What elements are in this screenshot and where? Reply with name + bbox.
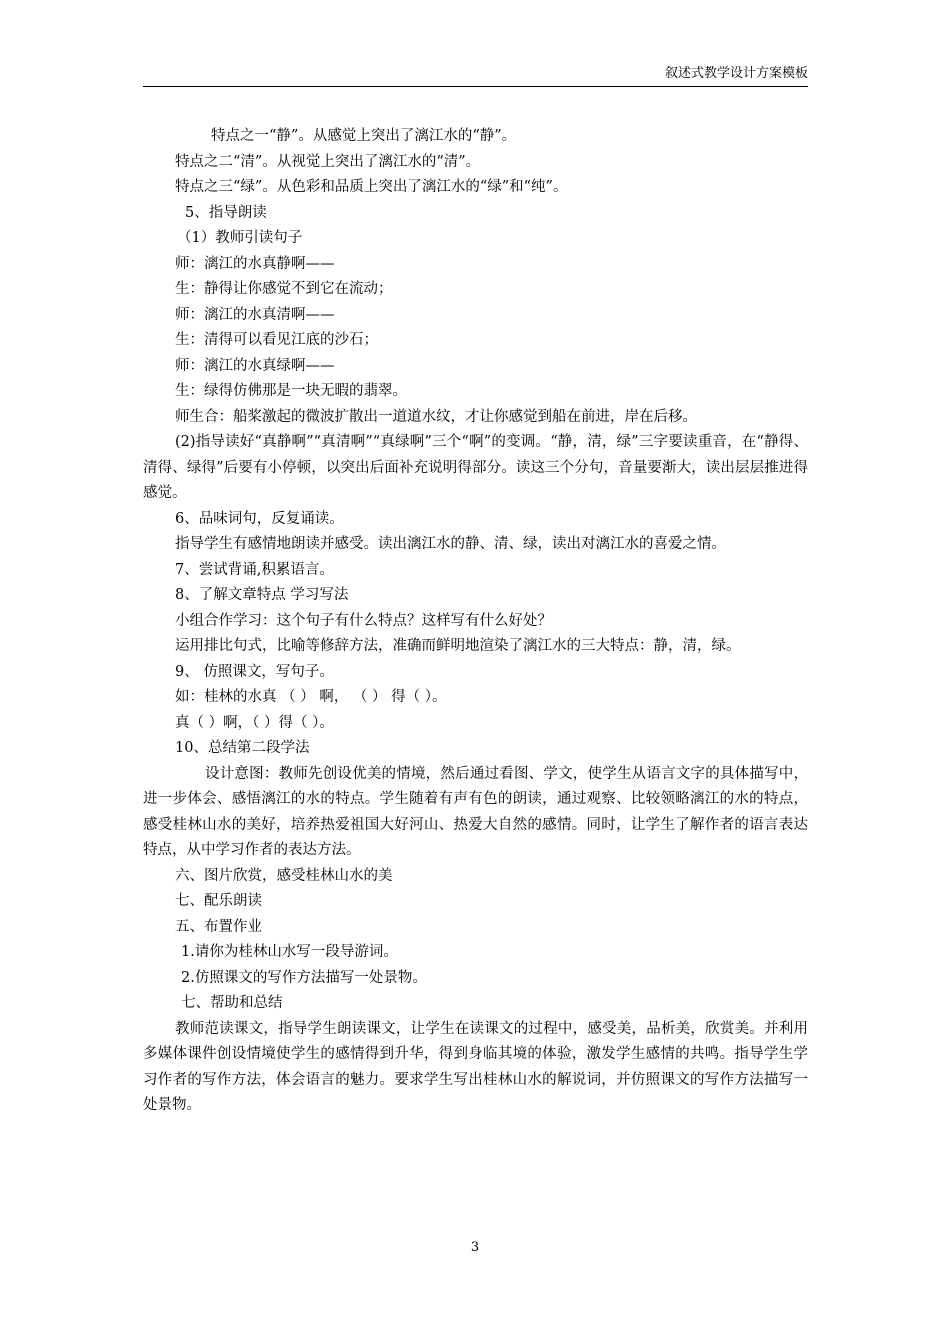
paragraph-line: 运用排比句式，比喻等修辞方法，准确而鲜明地渲染了漓江水的三大特点：静，清，绿。	[175, 638, 741, 654]
paragraph-line: 6、品味词句，反复诵读。	[175, 510, 344, 527]
paragraph-line: 如：桂林的水真 （ ） 啊， （ ） 得（ ）。	[175, 689, 447, 705]
paragraph-line: 教师范读课文，指导学生朗读课文，让学生在读课文的过程中，感受美，品析美，欣赏美。并利用多媒体课件创设情境使学生的感情得到升华，得到身临其境的体验，激发学生感情的共鸣。指导学生学习作者的写作方法，体会语言的魅力。要求学生写出桂林山水的解说词，并仿照课文的写作方法描写一处景物。	[143, 1020, 808, 1113]
paragraph-line: 7、尝试背诵,积累语言。	[175, 561, 334, 578]
page-header	[143, 66, 808, 87]
paragraph-line: 8、了解文章特点 学习写法	[175, 587, 349, 603]
page-number: 3	[470, 1240, 480, 1255]
paragraph-line: 师：漓江的水真清啊——	[175, 306, 335, 323]
paragraph-line: 2.仿照课文的写作方法描写一处景物。	[181, 969, 427, 986]
paragraph-line: 五、布置作业	[175, 918, 262, 935]
header-title: 叙述式教学设计方案模板	[664, 66, 808, 81]
paragraph-line: 指导学生有感情地朗读并感受。读出漓江水的静、清、绿，读出对漓江水的喜爱之情。	[175, 536, 726, 552]
paragraph-line: 师生合：船桨激起的微波扩散出一道道水纹，才让你感觉到船在前进，岸在后移。	[175, 408, 697, 425]
paragraph-line: 9、 仿照课文，写句子。	[175, 663, 334, 680]
paragraph-line: 师：漓江的水真绿啊——	[175, 357, 335, 374]
paragraph-line: 1.请你为桂林山水写一段导游词。	[181, 944, 398, 960]
paragraph-line: 生：绿得仿佛那是一块无暇的翡翠。	[175, 383, 407, 399]
paragraph-line: (2)指导读好“真静啊”“真清啊”“真绿啊”三个“啊”的变调。“静，清，绿”三字要读重音，在“静得、清得、绿得”后要有小停顿，以突出后面补充说明得部分。读这三个分句，音量要渐大，读出层层推进得感觉。	[143, 434, 808, 501]
paragraph-line: （1）教师引读句子	[177, 230, 303, 246]
paragraph-line: 设计意图：教师先创设优美的情境，然后通过看图、学文，使学生从语言文字的具体描写中，进一步体会、感悟漓江的水的特点。学生随着有声有色的朗读，通过观察、比较领略漓江的水的特点，感受桂林山水的美好，培养热爱祖国大好河山、热爱大自然的感情。同时，让学生了解作者的语言表达特点，从中学习作者的表达方法。	[143, 765, 808, 858]
paragraph-line: 生：静得让你感觉不到它在流动；	[175, 281, 393, 297]
paragraph-line: 特点之一“静”。从感觉上突出了漓江水的“静”。	[211, 128, 517, 144]
paragraph-line: 七、配乐朗读	[175, 893, 262, 909]
paragraph-line: 10、总结第二段学法	[175, 740, 310, 756]
paragraph-line: 七、帮助和总结	[181, 995, 283, 1011]
paragraph-line: 生：清得可以看见江底的沙石；	[175, 332, 378, 348]
document-body	[143, 124, 808, 1119]
paragraph-line: 真（ ）啊，（ ）得（ ）。	[175, 714, 334, 731]
paragraph-line: 特点之三“绿”。从色彩和品质上突出了漓江水的“绿”和“纯”。	[175, 179, 568, 195]
paragraph-line: 小组合作学习：这个句子有什么特点？这样写有什么好处？	[175, 612, 552, 629]
paragraph-line: 5、指导朗读	[185, 204, 267, 221]
paragraph-line: 特点之二“清”。从视觉上突出了漓江水的“清”。	[175, 153, 481, 170]
paragraph-line: 师：漓江的水真静啊——	[175, 255, 335, 272]
paragraph-line: 六、图片欣赏，感受桂林山水的美	[175, 867, 393, 884]
